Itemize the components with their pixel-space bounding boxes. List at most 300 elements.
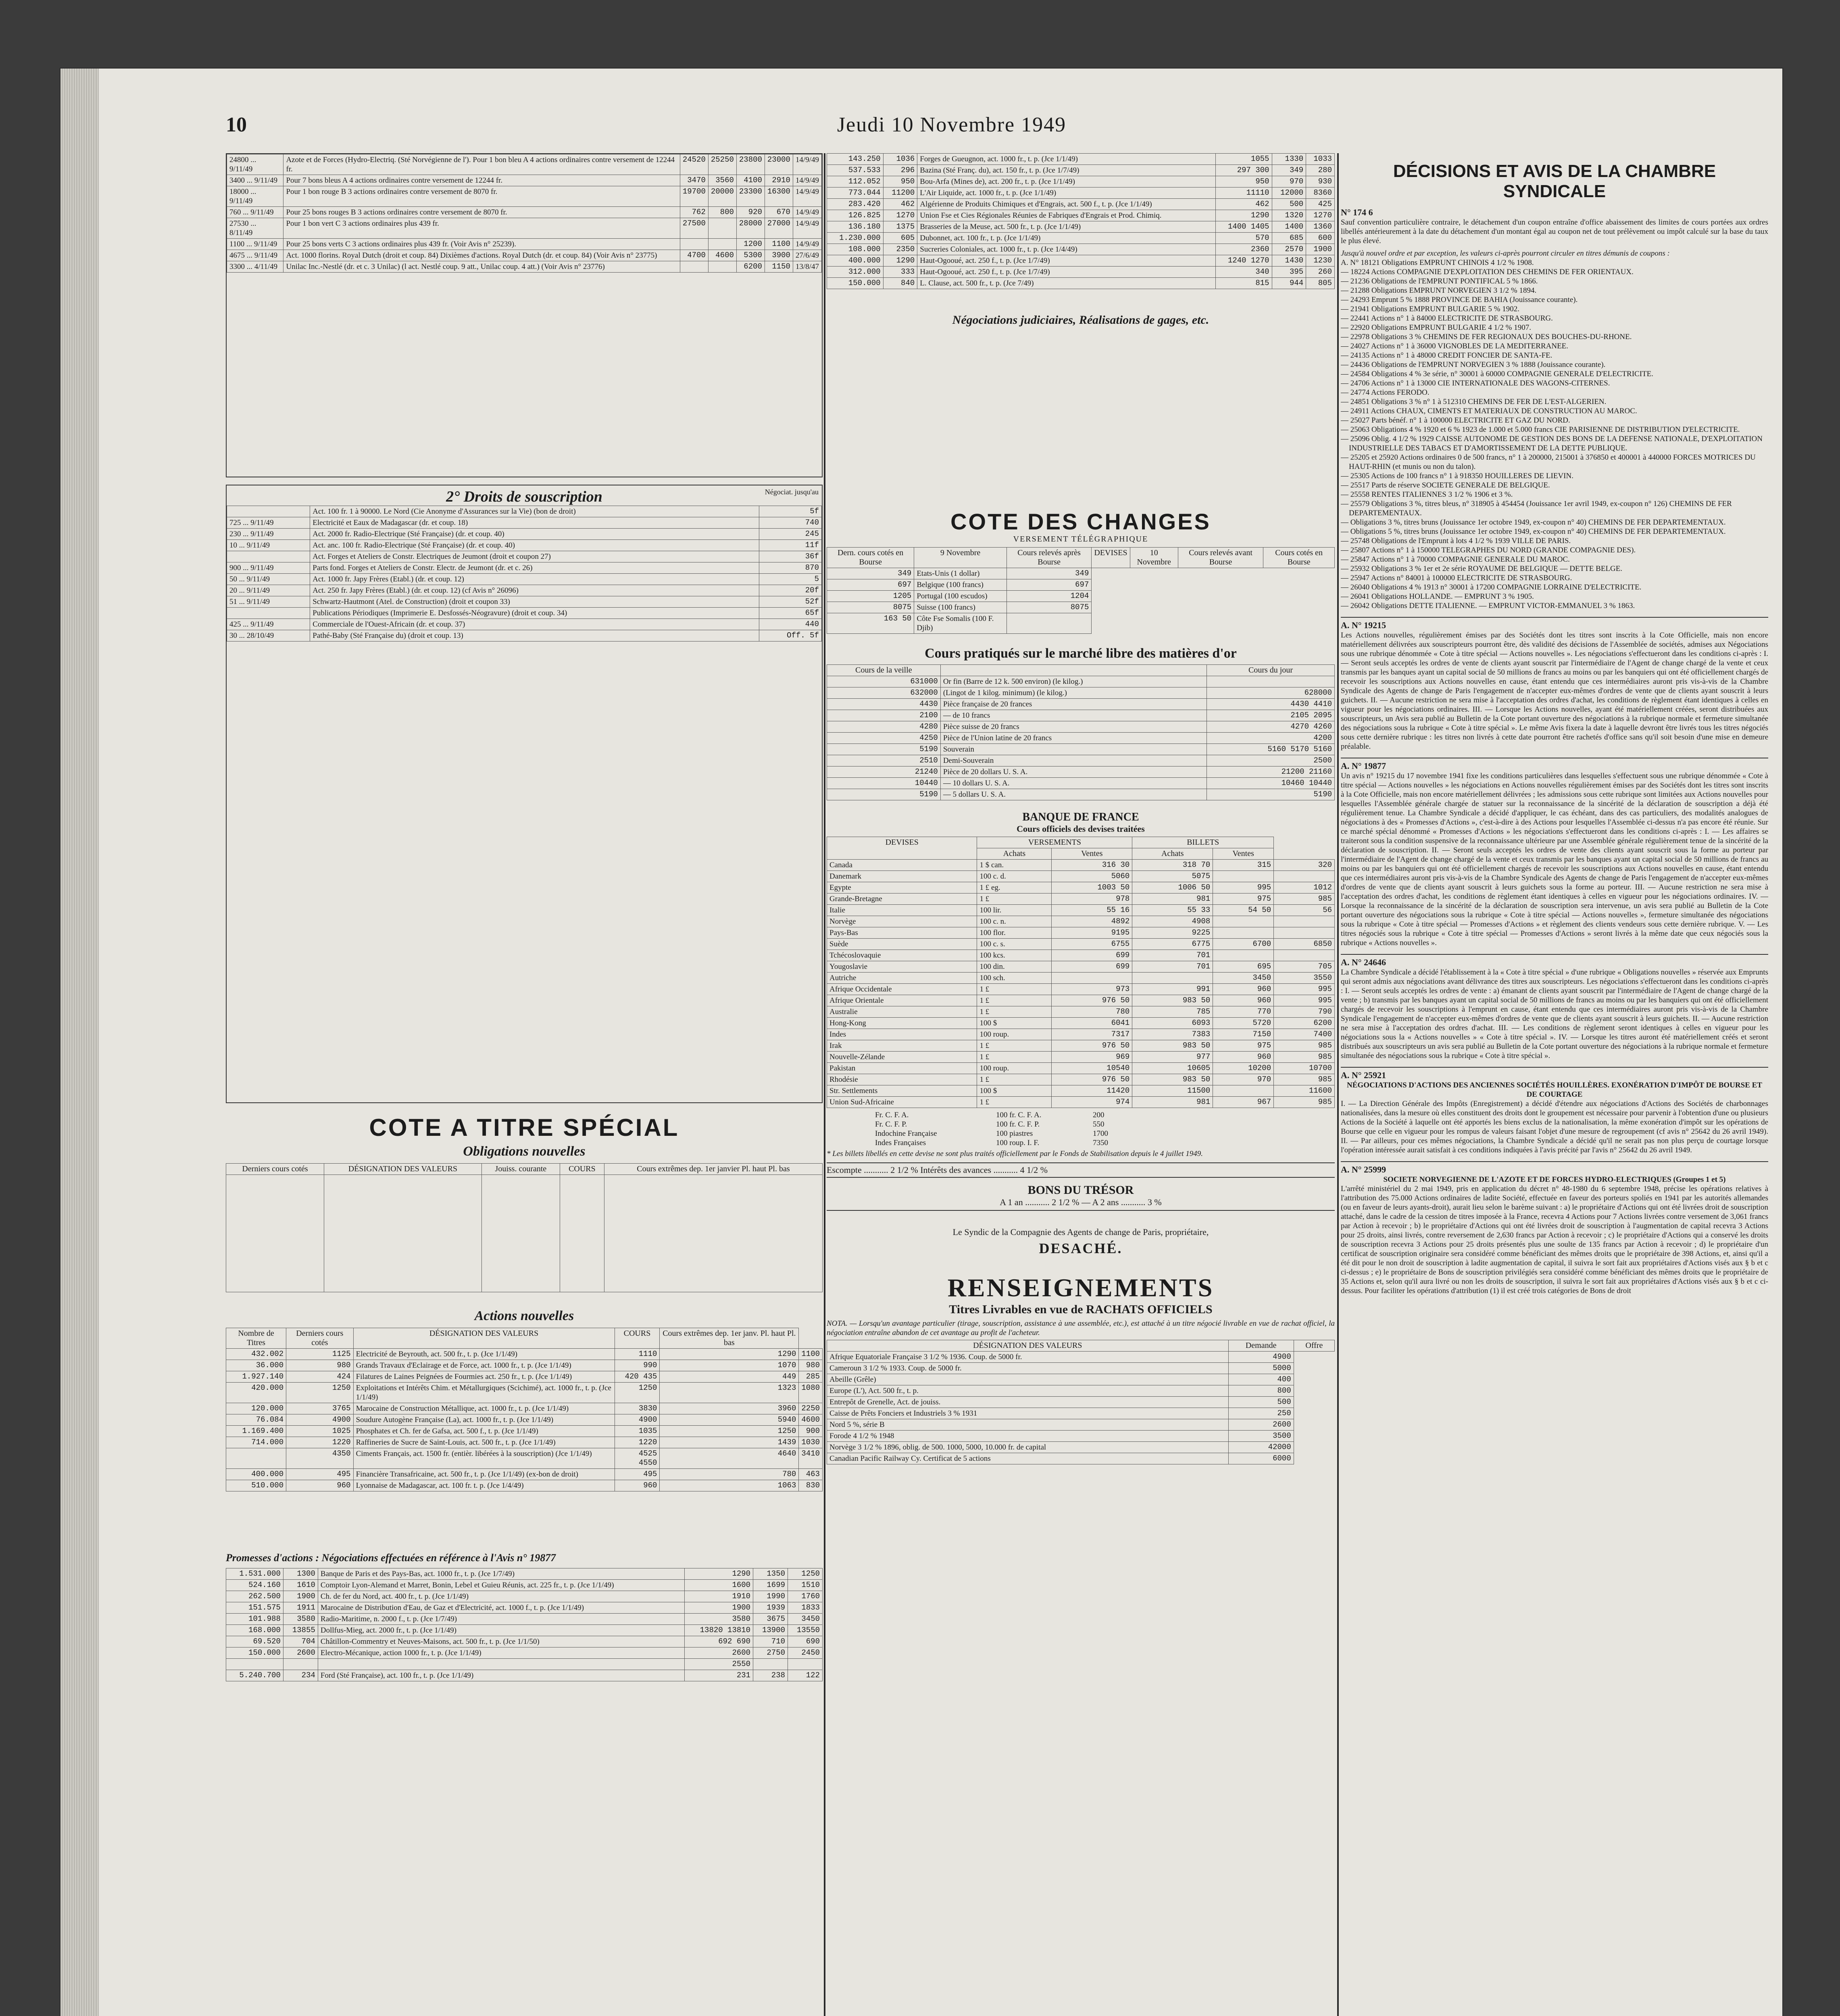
action-row xyxy=(226,1469,823,1480)
promesse-row-cours: 1900 xyxy=(685,1602,753,1614)
action-row-h: 1063 xyxy=(660,1480,799,1491)
bdf-row-d: Tchécoslovaquie xyxy=(827,950,977,961)
actions-header: Cours extrêmes dep. 1er janv. Pl. haut Pl. bas xyxy=(660,1328,799,1349)
bdf-title: BANQUE DE FRANCE xyxy=(1022,811,1139,823)
obligations-header: DÉSIGNATION DES VALEURS xyxy=(324,1164,482,1175)
bdf-row xyxy=(827,1085,1335,1097)
bdf-extra-cell: 1700 xyxy=(1093,1129,1108,1138)
promesse-row-t: Châtillon-Commentry et Neuves-Maisons, act. 500 fr., t. p. (Jce 1/1/50) xyxy=(318,1636,684,1647)
bdf-row-va: 6755 xyxy=(1052,939,1132,950)
promesse-row-cours: 692 690 xyxy=(685,1636,753,1647)
col2-row-h: 1330 xyxy=(1272,154,1306,165)
action-row xyxy=(226,1437,823,1448)
bdf-row-ba: 960 xyxy=(1213,1052,1274,1063)
rens-header: Demande xyxy=(1228,1340,1294,1352)
or-row-v: 4250 xyxy=(827,733,941,744)
droits-table xyxy=(227,506,822,641)
change-row xyxy=(827,602,1335,613)
droit-row-v: 5f xyxy=(759,506,821,517)
droit-row xyxy=(227,540,822,551)
bons-section xyxy=(226,153,823,477)
droit-row xyxy=(227,517,822,529)
bdf-row-bv: 1012 xyxy=(1274,882,1335,893)
avis1-list-item: — Obligations 3 %, titres bruns (Jouissance 1er octobre 1949, ex-coupon n° 40) CHEMINS DE FER DEPARTEMENTAUX. xyxy=(1341,518,1726,527)
bon-row-d: 27/6/49 xyxy=(793,250,821,261)
col2-row-b: 605 xyxy=(883,233,917,244)
action-row-h: 1323 xyxy=(660,1383,799,1403)
action-row-cours: 3830 xyxy=(615,1403,660,1414)
bdf-row-bv: 985 xyxy=(1274,1097,1335,1108)
action-row-c: 1250 xyxy=(286,1383,353,1403)
action-row-n: 76.084 xyxy=(226,1414,286,1426)
bdf-row-u: 100 c. s. xyxy=(977,939,1052,950)
bdf-row-vv: 6775 xyxy=(1132,939,1213,950)
col2-row-l: 805 xyxy=(1306,278,1335,289)
promesse-row xyxy=(226,1591,823,1602)
bdf-row-ba: 7150 xyxy=(1213,1029,1274,1040)
action-row-cours: 990 xyxy=(615,1360,660,1371)
col2-row xyxy=(827,255,1335,267)
bdf-row xyxy=(827,995,1335,1006)
promesse-row-t: Ford (Sté Française), act. 100 fr., t. p. (Jce 1/1/49) xyxy=(318,1670,684,1681)
bdf-head-versements: VERSEMENTS xyxy=(977,837,1132,848)
col2-row-h: 1400 xyxy=(1272,221,1306,233)
avis1-list-item: — 24584 Obligations 4 % 3e série, n° 30001 à 60000 COMPAGNIE GENERALE D'ELECTRICITE. xyxy=(1341,370,1653,378)
droit-row xyxy=(227,506,822,517)
tresor-line: A 1 an ........... 2 1/2 % — A 2 ans ........... 3 % xyxy=(827,1197,1335,1211)
or-row-t: Pièce de 20 dollars U. S. A. xyxy=(940,766,1207,778)
promesse-row-b: 1250 xyxy=(788,1568,823,1580)
action-row-cours: 420 435 xyxy=(615,1371,660,1383)
promesse-row-b: 13550 xyxy=(788,1625,823,1636)
bdf-extra-cell: Indes Françaises xyxy=(875,1139,926,1147)
avis1-list-item: — Obligations 5 %, titres bruns (Jouissance 1er octobre 1949, ex-coupon n° 40) CHEMINS DE FER DEPARTEMENTAUX. xyxy=(1341,527,1726,536)
bon-row-v3: 23300 xyxy=(736,186,765,207)
promesse-row-cours: 1600 xyxy=(685,1580,753,1591)
rens-header: Offre xyxy=(1294,1340,1334,1352)
col2-top-table xyxy=(827,153,1335,289)
avis1-list-item: — 24027 Actions n° 1 à 36000 VIGNOBLES DE LA MEDITERRANEE. xyxy=(1341,342,1569,350)
promesse-row-cours: 1290 xyxy=(685,1568,753,1580)
change-row-b: 697 xyxy=(1006,579,1092,591)
col2-row-h: 685 xyxy=(1272,233,1306,244)
or-row-c: 2500 xyxy=(1207,755,1335,766)
action-row-b: 1030 xyxy=(799,1437,823,1448)
promesse-row-c: 704 xyxy=(283,1636,318,1647)
or-row xyxy=(827,699,1335,710)
bdf-row-u: 1 £ xyxy=(977,1052,1052,1063)
action-row-n: 36.000 xyxy=(226,1360,286,1371)
action-row-n: 400.000 xyxy=(226,1469,286,1480)
col2-row-h: 2570 xyxy=(1272,244,1306,255)
bon-row-v2: 3560 xyxy=(708,175,736,186)
bon-row-d: 14/9/49 xyxy=(793,218,821,239)
droit-row-date: 20 ... 9/11/49 xyxy=(227,585,310,596)
bdf-row-va: 969 xyxy=(1052,1052,1132,1063)
change-row-a: 697 xyxy=(827,579,914,591)
col2-row-l: 930 xyxy=(1306,176,1335,187)
action-row-t: Filatures de Laines Peignées de Fourmies act. 250 fr., t. p. (Jce 1/1/49) xyxy=(353,1371,615,1383)
bon-row-v2: 20000 xyxy=(708,186,736,207)
bon-row-v4: 16300 xyxy=(765,186,793,207)
action-row-n: 1.169.400 xyxy=(226,1426,286,1437)
action-row-t: Electricité de Beyrouth, act. 500 fr., t. p. (Jce 1/1/49) xyxy=(353,1349,615,1360)
promesse-row-h: 1350 xyxy=(753,1568,788,1580)
bdf-row-vv: 6093 xyxy=(1132,1018,1213,1029)
col2-row-c: 1055 xyxy=(1215,154,1272,165)
promesse-row-b xyxy=(788,1659,823,1670)
or-header xyxy=(940,665,1207,676)
col2-row xyxy=(827,199,1335,210)
bon-row-v4: 2910 xyxy=(765,175,793,186)
action-row-cours: 1220 xyxy=(615,1437,660,1448)
bdf-row-d: Danemark xyxy=(827,871,977,882)
avis1-list-item: — 24911 Actions CHAUX, CIMENTS ET MATERIAUX DE CONSTRUCTION AU MAROC. xyxy=(1341,407,1637,415)
bdf-extra-cell: 200 xyxy=(1093,1111,1104,1119)
bdf-row-va: 974 xyxy=(1052,1097,1132,1108)
changes-header: Cours relevés avant Bourse xyxy=(1178,548,1263,568)
droit-row-text: Pathé-Baby (Sté Française du) (droit et coup. 13) xyxy=(310,630,759,641)
col2-row-l: 8360 xyxy=(1306,187,1335,199)
droit-row-v: 65f xyxy=(759,608,821,619)
bdf-row-d: Australie xyxy=(827,1006,977,1018)
droits-title: 2° Droits de souscription xyxy=(446,488,602,505)
bon-row-date: 24800 ... 9/11/49 xyxy=(227,154,283,175)
bdf-row-ba: 970 xyxy=(1213,1074,1274,1085)
avis5-text: I. — La Direction Générale des Impôts (Enregistrement) a décidé d'étendre aux négociations d'Actions des Sociétés de charbonnages nationalisées, dans la mesure où elles constituent des droits dont le groupement est nécessaire pour parvenir à l'obtention d'une ou plusieurs Actions de la Société à laquelle ont été apportés les biens exclus de la nationalisation, la même exonération d'impôt sur les opérations de Bourse que celle en vigueur pour les rompus de valeurs faisant l'objet d'une mesure de regroupement (cf avis n° 25642 du 26 avril 1949). II. — Par ailleurs, pour ces mêmes négociations, la Chambre Syndicale a décidé qu'il ne serait pas non plus perçu de courtage lorsque l'opération intéressée aurait satisfait à ces conditions indiquées à l'avis précité par l'avis n° 25642 du 26 avril 1949. xyxy=(1341,1100,1768,1154)
bon-row-date: 760 ... 9/11/49 xyxy=(227,207,283,218)
column-2 xyxy=(827,153,1335,2016)
avis1-list-item: — 25748 Obligations de l'Emprunt à lots 4 1/2 % 1939 VILLE DE PARIS. xyxy=(1341,537,1571,545)
col2-row xyxy=(827,267,1335,278)
bdf-row xyxy=(827,961,1335,973)
bon-row-d: 14/9/49 xyxy=(793,154,821,175)
promesse-row-b: 1760 xyxy=(788,1591,823,1602)
change-row-b: 8075 xyxy=(1006,602,1092,613)
bon-row-date: 27530 ... 8/11/49 xyxy=(227,218,283,239)
avis1-list-item: — 25305 Actions de 100 francs n° 1 à 918350 HOUILLERES DE LIEVIN. xyxy=(1341,472,1573,480)
change-row-d: Etats-Unis (1 dollar) xyxy=(914,568,1007,579)
col2-row xyxy=(827,210,1335,221)
rens-row-t: Entrepôt de Grenelle, Act. de jouiss. xyxy=(827,1397,1229,1408)
droit-row-v: 870 xyxy=(759,562,821,574)
col2-row-l: 425 xyxy=(1306,199,1335,210)
promesse-row xyxy=(226,1580,823,1591)
bon-row-date: 1100 ... 9/11/49 xyxy=(227,239,283,250)
bdf-row-va: 780 xyxy=(1052,1006,1132,1018)
bdf-row-ba: 10200 xyxy=(1213,1063,1274,1074)
action-row-b: 4600 xyxy=(799,1414,823,1426)
promesse-row-b: 1510 xyxy=(788,1580,823,1591)
bdf-extra-cell: 100 piastres xyxy=(996,1129,1033,1138)
bdf-row-vv: 9225 xyxy=(1132,927,1213,939)
bon-row-v4: 1150 xyxy=(765,261,793,273)
bdf-row-bv: 6850 xyxy=(1274,939,1335,950)
bon-row-v1 xyxy=(680,239,708,250)
or-row xyxy=(827,766,1335,778)
avis1-sub: Jusqu'à nouvel ordre et par exception, les valeurs ci-après pourront circuler en titres démunis de coupons : xyxy=(1341,249,1670,258)
col2-row-b: 840 xyxy=(883,278,917,289)
rens-row xyxy=(827,1408,1335,1419)
avis4-number: A. N° 24646 xyxy=(1341,954,1768,968)
droit-row xyxy=(227,529,822,540)
bon-row-d: 14/9/49 xyxy=(793,186,821,207)
rens-row xyxy=(827,1374,1335,1385)
bdf-row-bv xyxy=(1274,927,1335,939)
page-date: Jeudi 10 Novembre 1949 xyxy=(837,113,1067,136)
avis1-list-item: — 24436 Obligations de l'EMPRUNT NORVEGIEN 3 % 1888 (Jouissance courante). xyxy=(1341,360,1606,369)
promesse-row-c: 2600 xyxy=(283,1647,318,1659)
bdf-row-u: 1 $ can. xyxy=(977,860,1052,871)
promesse-row-n: 151.575 xyxy=(226,1602,283,1614)
bdf-table xyxy=(827,837,1335,1108)
col2-row xyxy=(827,165,1335,176)
avis1-list-item: — 24774 Actions FERODO. xyxy=(1341,388,1429,397)
bon-row-v3: 920 xyxy=(736,207,765,218)
bdf-extra-cell: Fr. C. F. P. xyxy=(875,1120,907,1129)
bdf-row-ba: 3450 xyxy=(1213,973,1274,984)
col2-row-l: 600 xyxy=(1306,233,1335,244)
col2-row-c: 1400 1405 xyxy=(1215,221,1272,233)
bdf-row-d: Irak xyxy=(827,1040,977,1052)
avis1-list-item: — 21288 Obligations EMPRUNT NORVEGIEN 3 1/2 % 1894. xyxy=(1341,286,1537,295)
promesse-row-c: 1900 xyxy=(283,1591,318,1602)
bdf-row-d: Egypte xyxy=(827,882,977,893)
droit-row-date: 725 ... 9/11/49 xyxy=(227,517,310,529)
bdf-row-va: 1003 50 xyxy=(1052,882,1132,893)
bdf-row xyxy=(827,905,1335,916)
rens-row-d: 500 xyxy=(1228,1397,1294,1408)
droit-row-date: 230 ... 9/11/49 xyxy=(227,529,310,540)
promesse-row-b: 3450 xyxy=(788,1614,823,1625)
bon-row-v1: 762 xyxy=(680,207,708,218)
col2-row-l: 280 xyxy=(1306,165,1335,176)
col2-row-t: Algérienne de Produits Chimiques et d'Engrais, act. 500 f., t. p. (Jce 1/1/49) xyxy=(917,199,1216,210)
action-row-b: 3410 xyxy=(799,1448,823,1469)
or-row xyxy=(827,676,1335,687)
action-row-c: 3765 xyxy=(286,1403,353,1414)
bon-row-date: 3300 ... 4/11/49 xyxy=(227,261,283,273)
bon-row-date: 4675 ... 9/11/49 xyxy=(227,250,283,261)
bon-row-date: 3400 ... 9/11/49 xyxy=(227,175,283,186)
bdf-row-u: 1 £ xyxy=(977,1006,1052,1018)
column-3 xyxy=(1341,153,1768,2016)
col2-row-t: Dubonnet, act. 100 fr., t. p. (Jce 1/1/49) xyxy=(917,233,1216,244)
bon-row-v2: 4600 xyxy=(708,250,736,261)
bdf-head-devises: DEVISES xyxy=(827,837,977,860)
bdf-row xyxy=(827,916,1335,927)
action-row xyxy=(226,1360,823,1371)
avis2-text: Les Actions nouvelles, régulièrement émises par des Sociétés dont les titres sont inscrits à la Cote Officielle, mais non encore matériellement délivrées aux souscripteurs pourront être, dès validité des décisions de l'Assemblée de sociétés, admises aux Négociations sous une rubrique dénommée « Cote à titre spécial — Actions nouvelles ». Les négociations s'effectueront dans les conditions ci-après : I. — Seront seuls acceptés les ordres de vente de clients ayant souscrit par l'intermédiaire de l'Agent de change chargé de la vente et ceux transmis par les banques ayant un capital social de 50 millions de francs au moins ou par les banquiers qui ont été officiellement chargés de recevoir les souscriptions aux Actions nouvelles en cause, étant entendu que ces intermédiaires auront pris vis-à-vis de la Chambre Syndicale des Agents de change de Paris l'engagement de n'accepter eux-mêmes d'ordres de vente que de clients ayant souscrit à leurs guichets. II. — Aucune restriction ne sera mise à l'acceptation des ordres d'achat, les conditions de règlement étant identiques à celles en vigueur pour les négociations ordinaires. III. — Lorsque les Actions nouvelles, ayant été matériellement créées, seront distribuées aux souscripteurs, un Avis sera publié au Bulletin de la Cote portant ouverture des négociations à la rubrique normale et fermeture simultanée des négociations sous la rubrique « Cote à titre spécial ». Le même Avis fixera la date à laquelle devront être livrés tous les titres négociés sous cette dernière rubrique : les titres non livrés à cette date pourront être rachetés d'office sans qu'il soit besoin d'une mise en demeure préalable. xyxy=(1341,631,1768,751)
or-row-t: — 10 dollars U. S. A. xyxy=(940,778,1207,789)
renseignements-nota: NOTA. — Lorsqu'un avantage particulier (tirage, souscription, assistance à une assemblée, etc.), est attaché à un titre négocié livrable en vue de rachat officiel, la négociation entraîne abandon de cet avantage au profit de l'acheteur. xyxy=(827,1319,1335,1337)
bdf-row-d: Grande-Bretagne xyxy=(827,893,977,905)
bon-row xyxy=(227,239,822,250)
promesse-row-h: 238 xyxy=(753,1670,788,1681)
bdf-row-vv: 981 xyxy=(1132,1097,1213,1108)
promesse-row xyxy=(226,1659,823,1670)
action-row-cours: 4525 4550 xyxy=(615,1448,660,1469)
or-row-c: 4430 4410 xyxy=(1207,699,1335,710)
bdf-head-billets: BILLETS xyxy=(1132,837,1274,848)
promesse-row-h xyxy=(753,1659,788,1670)
bdf-row-ba: 960 xyxy=(1213,984,1274,995)
col2-row xyxy=(827,244,1335,255)
action-row-h: 1439 xyxy=(660,1437,799,1448)
droit-row-date xyxy=(227,506,310,517)
rens-row-t: Canadian Pacific Railway Cy. Certificat de 5 actions xyxy=(827,1453,1229,1464)
col2-row-h: 970 xyxy=(1272,176,1306,187)
bdf-row-ba: 975 xyxy=(1213,1040,1274,1052)
avis5-title: NÉGOCIATIONS D'ACTIONS DES ANCIENNES SOCIÉTÉS HOUILLÈRES. EXONÉRATION D'IMPÔT DE BOURSE ET DE COURTAGE xyxy=(1347,1081,1762,1099)
avis1-list-item: — 25579 Obligations 3 %, titres bleus, n° 318905 à 454454 (Jouissance 1er avril 1949, ex-coupon n° 126) CHEMINS DE FER DEPARTEMENTAUX. xyxy=(1341,500,1732,517)
bdf-row-d: Pays-Bas xyxy=(827,927,977,939)
actions-table xyxy=(226,1328,823,1491)
action-row-h: 1250 xyxy=(660,1426,799,1437)
col2-row-h: 349 xyxy=(1272,165,1306,176)
bdf-extra-cell: Fr. C. F. A. xyxy=(875,1111,909,1119)
renseignements-subtitle: Titres Livrables en vue de RACHATS OFFICIELS xyxy=(949,1303,1213,1316)
bdf-row-bv: 3550 xyxy=(1274,973,1335,984)
promesse-row-n: 150.000 xyxy=(226,1647,283,1659)
promesse-row-c xyxy=(283,1659,318,1670)
promesse-row xyxy=(226,1602,823,1614)
bdf-row-bv: 790 xyxy=(1274,1006,1335,1018)
promesse-row-n: 524.160 xyxy=(226,1580,283,1591)
column-rule xyxy=(824,153,825,2016)
action-row-c: 4900 xyxy=(286,1414,353,1426)
droit-row-text: Publications Périodiques (Imprimerie E. Desfossés-Néogravure) (droit et coup. 34) xyxy=(310,608,759,619)
bdf-row-vv: 4908 xyxy=(1132,916,1213,927)
action-row-b: 1100 xyxy=(799,1349,823,1360)
syndic-line: Le Syndic de la Compagnie des Agents de change de Paris, propriétaire, xyxy=(952,1227,1209,1237)
col2-row-t: L'Air Liquide, act. 1000 fr., t. p. (Jce 1/1/49) xyxy=(917,187,1216,199)
droit-row-v: 20f xyxy=(759,585,821,596)
bon-row-v3: 23800 xyxy=(736,154,765,175)
or-row xyxy=(827,755,1335,766)
col2-row-t: Haut-Ogooué, act. 250 f., t. p. (Jce 1/7/49) xyxy=(917,255,1216,267)
or-row-c: 4270 4260 xyxy=(1207,721,1335,733)
action-row xyxy=(226,1383,823,1403)
promesse-row-cours: 2550 xyxy=(685,1659,753,1670)
action-row-c: 495 xyxy=(286,1469,353,1480)
avis1-list-item: — 25558 RENTES ITALIENNES 3 1/2 % 1906 et 3 %. xyxy=(1341,490,1513,499)
bon-row-date: 18000 ... 9/11/49 xyxy=(227,186,283,207)
bdf-row-u: 100 roup. xyxy=(977,1063,1052,1074)
page-binding xyxy=(60,69,99,2016)
bdf-row-bv: 985 xyxy=(1274,1052,1335,1063)
promesse-row-n: 5.240.700 xyxy=(226,1670,283,1681)
rens-row xyxy=(827,1442,1335,1453)
rens-row-t: Abeille (Grêle) xyxy=(827,1374,1229,1385)
changes-header: Dern. cours cotés en Bourse xyxy=(827,548,914,568)
action-row-b: 2250 xyxy=(799,1403,823,1414)
bdf-row-va: 976 50 xyxy=(1052,1040,1132,1052)
or-row-c: 4200 xyxy=(1207,733,1335,744)
avis6-number: A. N° 25999 xyxy=(1341,1161,1768,1175)
action-row-t: Grands Travaux d'Eclairage et de Force, act. 1000 fr., t. p. (Jce 1/1/49) xyxy=(353,1360,615,1371)
droit-row-v: 440 xyxy=(759,619,821,630)
action-row-c: 960 xyxy=(286,1480,353,1491)
bdf-row-va: 976 50 xyxy=(1052,1074,1132,1085)
action-row-b: 980 xyxy=(799,1360,823,1371)
col2-row-b: 333 xyxy=(883,267,917,278)
avis1-list-item: — 26040 Obligations 4 % 1913 n° 30001 à 17200 COMPAGNIE LORRAINE D'ELECTRICITE. xyxy=(1341,583,1642,591)
rens-row xyxy=(827,1385,1335,1397)
avis4-text: La Chambre Syndicale a décidé l'établissement à la « Cote à titre spécial » d'une rubrique « Obligations nouvelles » réservée aux Emprunts qui seront admis aux négociations avant délivrance des titres aux souscripteurs. Les négociations s'effectueront dans les conditions ci-après : I. — Seront seuls acceptés les ordres de vente : a) émanant de clients ayant souscrit par l'intermédiaire de l'Agent de change chargé de la vente ; b) transmis par les banques ayant un capital social de 50 millions de francs au moins ou par les banquiers qui ont été officiellement chargés de recevoir les souscriptions à l'emprunt en cause, étant entendu que ces intermédiaires auront pris vis-à-vis de la Chambre Syndicale l'engagement de n'accepter eux-mêmes d'ordres de vente que de clients ayant souscrit à leurs guichets. II. — Aucune restriction ne sera mise à l'acceptation des ordres d'achat. III. — Les conditions de règlement seront identiques à celles en vigueur pour les négociations sous la « Actions nouvelles » « Cote à titre spécial ». IV. — Lorsque les titres auront été matériellement créés et seront distribués aux souscripteurs un avis sera publié au Bulletin de la Cote portant ouverture des négociations à la rubrique normale et fermeture simultanée des négociations sous la rubrique « Cote à titre spécial ». xyxy=(1341,968,1768,1060)
bdf-row-vv: 701 xyxy=(1132,950,1213,961)
actions-header: Nombre de Titres xyxy=(226,1328,286,1349)
or-row xyxy=(827,721,1335,733)
or-row-c: 21200 21160 xyxy=(1207,766,1335,778)
promesses-title: Promesses d'actions : Négociations effectuées en référence à l'Avis n° 19877 xyxy=(226,1552,556,1564)
action-row-h: 780 xyxy=(660,1469,799,1480)
or-row-v: 4280 xyxy=(827,721,941,733)
rens-row-d: 5000 xyxy=(1228,1363,1294,1374)
bdf-extra-row xyxy=(827,1110,1335,1120)
obligations-header: Cours extrêmes dep. 1er janvier Pl. haut Pl. bas xyxy=(604,1164,822,1175)
action-row-t: Marocaine de Construction Métallique, act. 1000 fr., t. p. (Jce 1/1/49) xyxy=(353,1403,615,1414)
action-row xyxy=(226,1426,823,1437)
bon-row-text: Azote et de Forces (Hydro-Electriq. (Sté Norvégienne de l'). Pour 1 bon bleu A 4 actions ordinaires contre versement de 12244 fr. xyxy=(283,154,680,175)
or-row-v: 5190 xyxy=(827,744,941,755)
action-row-t: Exploitations et Intérêts Chim. et Métallurgiques (Scichimé), act. 1000 fr., t. p. (Jce 1/1/49) xyxy=(353,1383,615,1403)
or-row-t: Souverain xyxy=(940,744,1207,755)
bdf-row-vv: 701 xyxy=(1132,961,1213,973)
change-row-a: 163 50 xyxy=(827,613,914,634)
bdf-row-u: 100 din. xyxy=(977,961,1052,973)
avis3-number: A. N° 19877 xyxy=(1341,758,1768,771)
droit-row-text: Act. 100 fr. 1 à 90000. Le Nord (Cie Anonyme d'Assurances sur la Vie) (bon de droit) xyxy=(310,506,759,517)
bdf-row-ba: 6700 xyxy=(1213,939,1274,950)
bdf-head-ventes: Ventes xyxy=(1213,848,1274,860)
col2-row-a: 112.052 xyxy=(827,176,884,187)
col2-row-h: 395 xyxy=(1272,267,1306,278)
droit-row-text: Act. anc. 100 fr. Radio-Electrique (Sté Française) (dr. et coup. 40) xyxy=(310,540,759,551)
bdf-row-vv xyxy=(1132,973,1213,984)
rens-row-t: Europe (L'), Act. 500 fr., t. p. xyxy=(827,1385,1229,1397)
col2-row-b: 1036 xyxy=(883,154,917,165)
rens-row-d: 6000 xyxy=(1228,1453,1294,1464)
change-row-d: Portugal (100 escudos) xyxy=(914,591,1007,602)
promesse-row-h: 1990 xyxy=(753,1591,788,1602)
or-header: Cours de la veille xyxy=(827,665,941,676)
or-row-t: Or fin (Barre de 12 k. 500 environ) (le kilog.) xyxy=(940,676,1207,687)
bdf-row-vv: 785 xyxy=(1132,1006,1213,1018)
droit-row-v: 740 xyxy=(759,517,821,529)
col2-row-h: 500 xyxy=(1272,199,1306,210)
promesse-row-b: 690 xyxy=(788,1636,823,1647)
bdf-row-bv: 6200 xyxy=(1274,1018,1335,1029)
bdf-row-d: Norvège xyxy=(827,916,977,927)
bdf-row-vv: 981 xyxy=(1132,893,1213,905)
bdf-row xyxy=(827,1074,1335,1085)
bdf-row xyxy=(827,1029,1335,1040)
bdf-row-va: 316 30 xyxy=(1052,860,1132,871)
bdf-row-bv xyxy=(1274,871,1335,882)
action-row xyxy=(226,1480,823,1491)
promesse-row-h: 710 xyxy=(753,1636,788,1647)
col2-row xyxy=(827,154,1335,165)
page-number: 10 xyxy=(226,113,247,136)
bdf-row-bv xyxy=(1274,950,1335,961)
action-row-n: 714.000 xyxy=(226,1437,286,1448)
or-row-t: Pièce de l'Union latine de 20 francs xyxy=(940,733,1207,744)
action-row-b: 830 xyxy=(799,1480,823,1491)
col2-row-c: 950 xyxy=(1215,176,1272,187)
rens-row xyxy=(827,1453,1335,1464)
rens-header: DÉSIGNATION DES VALEURS xyxy=(827,1340,1229,1352)
